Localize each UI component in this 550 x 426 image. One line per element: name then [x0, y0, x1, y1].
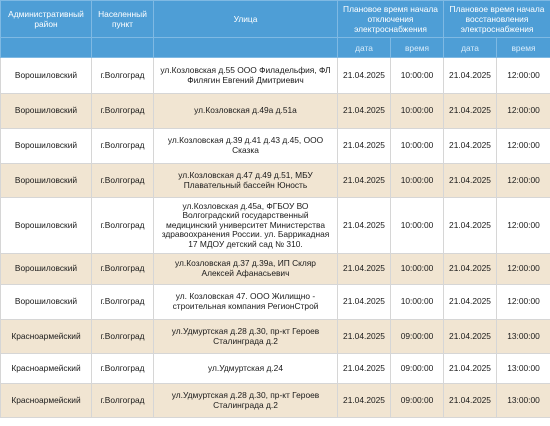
cell-street: ул.Козловская д.45а, ФГБОУ ВО Волгоградский государственный медицинский университет Министерства здравоохранения России. ул. Баррикадная 17 МДОУ детский сад № 310. — [154, 198, 338, 254]
header-blank-cell — [92, 38, 154, 58]
header-on-time-label: время — [497, 38, 550, 58]
cell-on-time: 12:00:00 — [497, 285, 550, 320]
cell-settlement: г.Волгоград — [92, 354, 154, 384]
cell-off-date: 21.04.2025 — [338, 354, 391, 384]
table-row — [1, 129, 550, 164]
header-district: Административный район — [1, 1, 92, 38]
cell-off-time: 10:00:00 — [391, 94, 444, 129]
cell-off-date: 21.04.2025 — [338, 198, 391, 254]
header-off-time: Плановое время начала отключения электроснабжения — [338, 1, 444, 38]
cell-district: Ворошиловский — [1, 129, 92, 164]
cell-off-time: 10:00:00 — [391, 285, 444, 320]
table-row — [1, 58, 550, 94]
cell-off-time: 09:00:00 — [391, 384, 444, 418]
cell-district: Ворошиловский — [1, 198, 92, 254]
table-row — [1, 320, 550, 354]
header-off-time-label: время — [391, 38, 444, 58]
cell-settlement: г.Волгоград — [92, 320, 154, 354]
table-row — [1, 354, 550, 384]
table-row — [1, 198, 550, 254]
header-blank-cell — [154, 38, 338, 58]
cell-on-date: 21.04.2025 — [444, 164, 497, 198]
cell-on-date: 21.04.2025 — [444, 94, 497, 129]
cell-on-date: 21.04.2025 — [444, 384, 497, 418]
cell-off-time: 10:00:00 — [391, 198, 444, 254]
header-blank-cell — [1, 38, 92, 58]
cell-off-time: 10:00:00 — [391, 254, 444, 285]
cell-off-time: 09:00:00 — [391, 320, 444, 354]
cell-on-time: 13:00:00 — [497, 354, 550, 384]
header-on-time: Плановое время начала восстановления электроснабжения — [444, 1, 550, 38]
cell-street: ул.Козловская д.39 д.41 д.43 д.45, ООО Сказка — [154, 129, 338, 164]
cell-settlement: г.Волгоград — [92, 94, 154, 129]
cell-settlement: г.Волгоград — [92, 254, 154, 285]
table-row — [1, 94, 550, 129]
cell-district: Ворошиловский — [1, 285, 92, 320]
cell-street: ул.Козловская д.47 д.49 д.51, МБУ Плавательный бассейн Юность — [154, 164, 338, 198]
cell-off-time: 10:00:00 — [391, 164, 444, 198]
cell-on-time: 13:00:00 — [497, 384, 550, 418]
cell-street: ул.Козловская д.55 ООО Филадельфия, ФЛ Филягин Евгений Дмитриевич — [154, 58, 338, 94]
cell-on-time: 12:00:00 — [497, 94, 550, 129]
cell-off-date: 21.04.2025 — [338, 164, 391, 198]
cell-district: Красноармейский — [1, 320, 92, 354]
cell-street: ул.Удмуртская д.28 д.30, пр-кт Героев Сталинграда д.2 — [154, 320, 338, 354]
header-on-date-label: дата — [444, 38, 497, 58]
cell-off-time: 10:00:00 — [391, 129, 444, 164]
cell-on-time: 12:00:00 — [497, 129, 550, 164]
cell-off-date: 21.04.2025 — [338, 285, 391, 320]
cell-street: ул.Козловская д.37 д.39а, ИП Скляр Алексей Афанасьевич — [154, 254, 338, 285]
header-street: Улица — [154, 1, 338, 38]
table-body — [1, 58, 550, 418]
table-row — [1, 164, 550, 198]
cell-district: Ворошиловский — [1, 254, 92, 285]
cell-on-date: 21.04.2025 — [444, 198, 497, 254]
cell-street: ул.Козловская д.49а д.51а — [154, 94, 338, 129]
cell-off-date: 21.04.2025 — [338, 94, 391, 129]
cell-off-date: 21.04.2025 — [338, 384, 391, 418]
cell-district: Ворошиловский — [1, 94, 92, 129]
header-settlement: Населенный пункт — [92, 1, 154, 38]
cell-district: Красноармейский — [1, 384, 92, 418]
table-row — [1, 384, 550, 418]
cell-settlement: г.Волгоград — [92, 129, 154, 164]
cell-on-time: 12:00:00 — [497, 254, 550, 285]
cell-off-date: 21.04.2025 — [338, 58, 391, 94]
cell-settlement: г.Волгоград — [92, 198, 154, 254]
cell-street: ул. Козловская 47. ООО Жилищно - строительная компания РегионСтрой — [154, 285, 338, 320]
cell-on-date: 21.04.2025 — [444, 320, 497, 354]
cell-settlement: г.Волгоград — [92, 164, 154, 198]
cell-on-date: 21.04.2025 — [444, 285, 497, 320]
cell-settlement: г.Волгоград — [92, 285, 154, 320]
cell-off-date: 21.04.2025 — [338, 129, 391, 164]
cell-on-date: 21.04.2025 — [444, 354, 497, 384]
header-off-date-label: дата — [338, 38, 391, 58]
cell-street: ул.Удмуртская д.24 — [154, 354, 338, 384]
cell-district: Ворошиловский — [1, 58, 92, 94]
cell-off-date: 21.04.2025 — [338, 254, 391, 285]
table-header — [1, 1, 550, 58]
cell-district: Красноармейский — [1, 354, 92, 384]
cell-street: ул.Удмуртская д.28 д.30, пр-кт Героев Сталинграда д.2 — [154, 384, 338, 418]
cell-settlement: г.Волгоград — [92, 58, 154, 94]
cell-on-time: 12:00:00 — [497, 58, 550, 94]
cell-off-time: 09:00:00 — [391, 354, 444, 384]
cell-on-time: 13:00:00 — [497, 320, 550, 354]
cell-district: Ворошиловский — [1, 164, 92, 198]
cell-on-date: 21.04.2025 — [444, 129, 497, 164]
cell-settlement: г.Волгоград — [92, 384, 154, 418]
cell-off-date: 21.04.2025 — [338, 320, 391, 354]
cell-on-time: 12:00:00 — [497, 198, 550, 254]
table-row — [1, 285, 550, 320]
table-row — [1, 254, 550, 285]
cell-on-date: 21.04.2025 — [444, 58, 497, 94]
cell-on-date: 21.04.2025 — [444, 254, 497, 285]
cell-off-time: 10:00:00 — [391, 58, 444, 94]
cell-on-time: 12:00:00 — [497, 164, 550, 198]
